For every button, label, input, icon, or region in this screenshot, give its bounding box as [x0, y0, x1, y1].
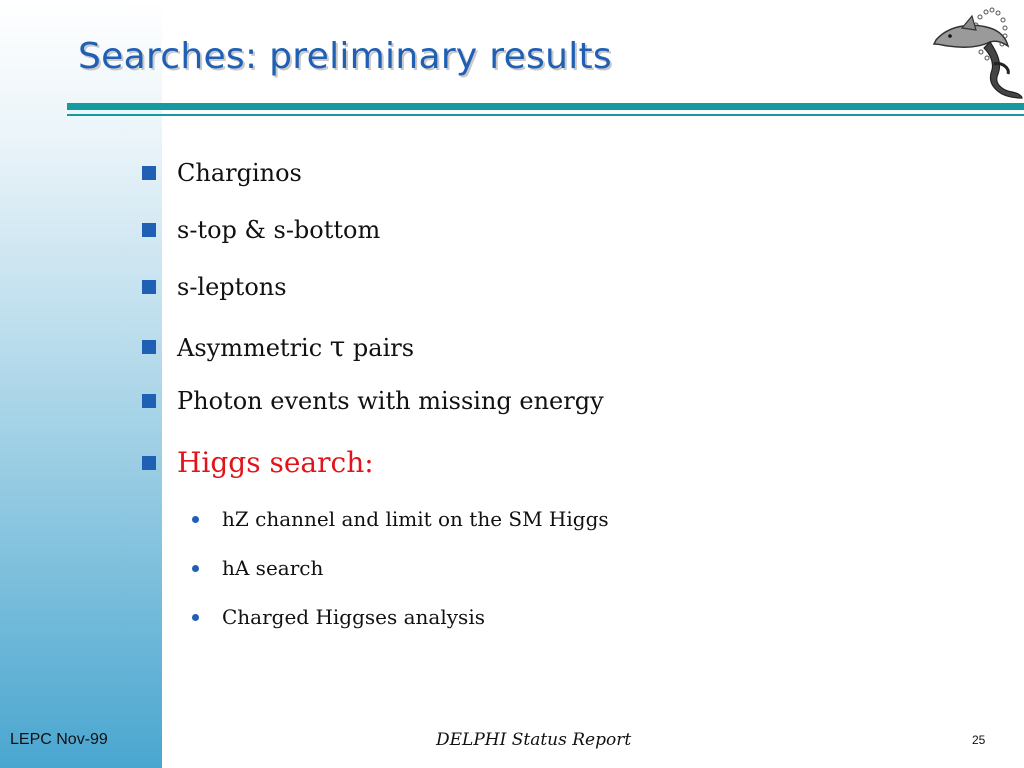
title-rule-thick — [67, 103, 1024, 110]
list-item — [142, 216, 380, 244]
list-item-text: Charginos — [177, 159, 302, 187]
sub-list-item — [192, 556, 323, 580]
list-item-text-before: Asymmetric — [177, 334, 330, 362]
list-item-text: Photon events with missing energy — [177, 387, 604, 415]
square-bullet-icon — [142, 223, 156, 237]
square-bullet-icon — [142, 166, 156, 180]
list-item-text-highlight: Higgs search: — [177, 446, 374, 479]
sub-list-item — [192, 507, 609, 531]
list-item — [142, 387, 604, 415]
sub-list-item — [192, 605, 485, 629]
square-bullet-icon — [142, 456, 156, 470]
list-item — [142, 273, 287, 301]
title-rule-thin — [67, 114, 1024, 116]
page-number: 25 — [972, 733, 986, 747]
round-bullet-icon — [192, 516, 199, 523]
list-item — [142, 446, 374, 479]
dolphin-logo-icon — [928, 2, 1024, 100]
square-bullet-icon — [142, 340, 156, 354]
list-item-text: s-leptons — [177, 273, 287, 301]
square-bullet-icon — [142, 280, 156, 294]
list-item — [142, 159, 302, 187]
sub-list-item-text: hA search — [222, 556, 324, 580]
list-item-text: s-top & s-bottom — [177, 216, 381, 244]
square-bullet-icon — [142, 394, 156, 408]
list-item-text-after: pairs — [345, 334, 415, 362]
sub-list-item-text: Charged Higgses analysis — [222, 605, 485, 629]
footer-left-text: LEPC Nov-99 — [10, 731, 108, 748]
footer-center-text: DELPHI Status Report — [436, 730, 632, 750]
slide-title: Searches: preliminary results — [78, 36, 612, 77]
list-item-text — [177, 330, 414, 363]
round-bullet-icon — [192, 614, 199, 621]
round-bullet-icon — [192, 565, 199, 572]
sub-list-item-text: hZ channel and limit on the SM Higgs — [222, 507, 609, 531]
list-item — [142, 330, 414, 363]
tau-symbol: τ — [329, 330, 346, 363]
